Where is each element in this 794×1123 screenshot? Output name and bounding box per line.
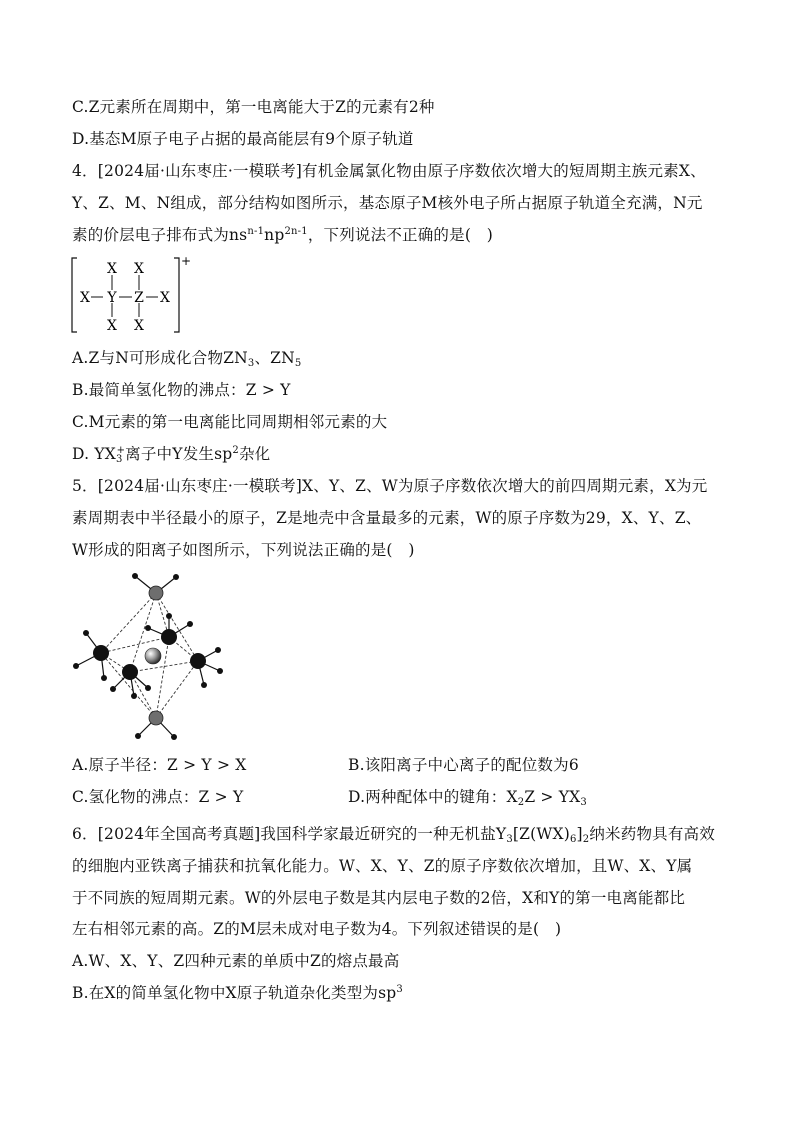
q6-sub3: 2 (582, 834, 590, 845)
q4-option-d-pre: D. YX (72, 445, 116, 463)
equatorial-ligand-front (122, 664, 138, 680)
q6-option-b-sup: 3 (396, 984, 403, 995)
q6-option-b (72, 983, 724, 1003)
q4-option-d-sub: 3 (116, 454, 123, 465)
q6-stem-line1-post: 纳米药物具有高效 (589, 825, 715, 843)
q6-option-a: A.W、X、Y、Z四种元素的单质中Z的熔点最高 (72, 952, 400, 970)
q4-stem-line1: 4．[2024届·山东枣庄·一模联考]有机金属氯化物由原子序数依次增大的短周期主族元素X、 (72, 162, 706, 180)
q6-sub2: 6 (569, 834, 577, 845)
q4-stem-line3 (72, 225, 724, 245)
q5-option-d-sub1: 2 (517, 797, 525, 808)
q6-stem-line1-pre: 6．[2024年全国高考真题]我国科学家最近研究的一种无机盐Y (72, 825, 507, 843)
q4-option-d-sup2: 2 (232, 445, 239, 456)
q5-option-c: C.氢化物的沸点：Z > Y (72, 788, 244, 806)
q6-sub1: 3 (506, 834, 513, 845)
q4-exponent-1: n-1 (247, 226, 265, 237)
equatorial-ligand-back (161, 629, 177, 645)
q3-option-c: C.Z元素所在周期中，第一电离能大于Z的元素有2种 (72, 98, 435, 116)
q5-complex-ion-diagram (68, 572, 228, 744)
q5-option-d (348, 787, 587, 807)
q6-option-b-pre: B.在X的简单氢化物中X原子轨道杂化类型为sp (72, 984, 397, 1002)
q4-structure-diagram (68, 254, 198, 336)
atom-x-bottom-right: X (134, 318, 144, 334)
q6-stem-line1-bracket: ] (576, 825, 583, 843)
q4-option-d (72, 444, 724, 464)
q4-option-c: C.M元素的第一电离能比同周期相邻元素的大 (72, 413, 388, 431)
q5-stem-line1: 5．[2024届·山东枣庄·一模联考]X、Y、Z、W为原子序数依次增大的前四周期元素，X为元 (72, 477, 708, 495)
q5-option-a: A.原子半径：Z > Y > X (72, 756, 247, 774)
q4-option-a-pre: A.Z与N可形成化合物ZN (72, 349, 248, 367)
atom-x-bottom-left: X (107, 318, 117, 334)
atom-y: Y (107, 290, 117, 306)
equatorial-ligand-right (190, 653, 206, 669)
q6-stem-line1 (72, 824, 724, 844)
q6-stem-line2: 的细胞内亚铁离子捕获和抗氧化能力。W、X、Y、Z的原子序数依次增加，且W、X、Y属 (72, 857, 693, 875)
q5-stem-line3: W形成的阳离子如图所示，下列说法正确的是( ) (72, 541, 415, 559)
q6-stem-line3: 于不同族的短周期元素。W的外层电子数是其内层电子数的2倍，X和Y的第一电离能都比 (72, 889, 686, 907)
q5-option-d-mid: Z > YX (524, 788, 581, 806)
central-metal-ion (145, 648, 161, 664)
q4-exponent-2: 2n-1 (284, 226, 308, 237)
atom-x-top-left: X (107, 261, 117, 277)
q4-option-a (72, 348, 724, 368)
q4-stem-line3-mid: np (264, 226, 285, 244)
axial-ligand-bottom (149, 711, 163, 725)
q4-stem-line2: Y、Z、M、N组成，部分结构如图所示，基态原子M核外电子所占据原子轨道全充满，N元 (72, 194, 703, 212)
q3-option-d: D.基态M原子电子占据的最高能层有9个原子轨道 (72, 130, 414, 148)
q6-stem-line1-mid: [Z(WX) (512, 825, 570, 843)
atom-z: Z (134, 290, 144, 306)
q4-option-d-mid: 离子中Y发生sp (125, 445, 233, 463)
q4-option-a-sub1: 3 (247, 358, 255, 369)
axial-ligand-top (149, 586, 163, 600)
ion-charge: + (180, 254, 192, 268)
q5-stem-line2: 素周期表中半径最小的原子，Z是地壳中含量最多的元素，W的原子序数为29，X、Y、Z、 (72, 509, 702, 527)
q5-option-b: B.该阳离子中心离子的配位数为6 (348, 756, 579, 774)
q4-option-a-mid: 、ZN (254, 349, 295, 367)
q4-option-a-sub2: 5 (294, 358, 302, 369)
equatorial-ligand-left (93, 645, 109, 661)
q5-options-row1 (72, 755, 724, 775)
q4-option-d-charge: + (116, 445, 126, 456)
q5-option-d-sub2: 3 (580, 797, 587, 808)
q4-stem-line3-pre: 素的价层电子排布式为ns (72, 226, 248, 244)
atom-x-top-right: X (134, 261, 144, 277)
q5-option-d-pre: D.两种配体中的键角：X (348, 788, 518, 806)
q5-options-row2 (72, 787, 724, 807)
atom-x-right: X (160, 290, 170, 306)
atom-x-left: X (80, 290, 90, 306)
q4-option-b: B.最简单氢化物的沸点：Z > Y (72, 381, 291, 399)
q4-stem-line3-post: ，下列说法不正确的是( ) (307, 226, 494, 244)
q4-option-d-post: 杂化 (238, 445, 271, 463)
q6-stem-line4: 左右相邻元素的高。Z的M层未成对电子数为4。下列叙述错误的是( ) (72, 920, 562, 938)
